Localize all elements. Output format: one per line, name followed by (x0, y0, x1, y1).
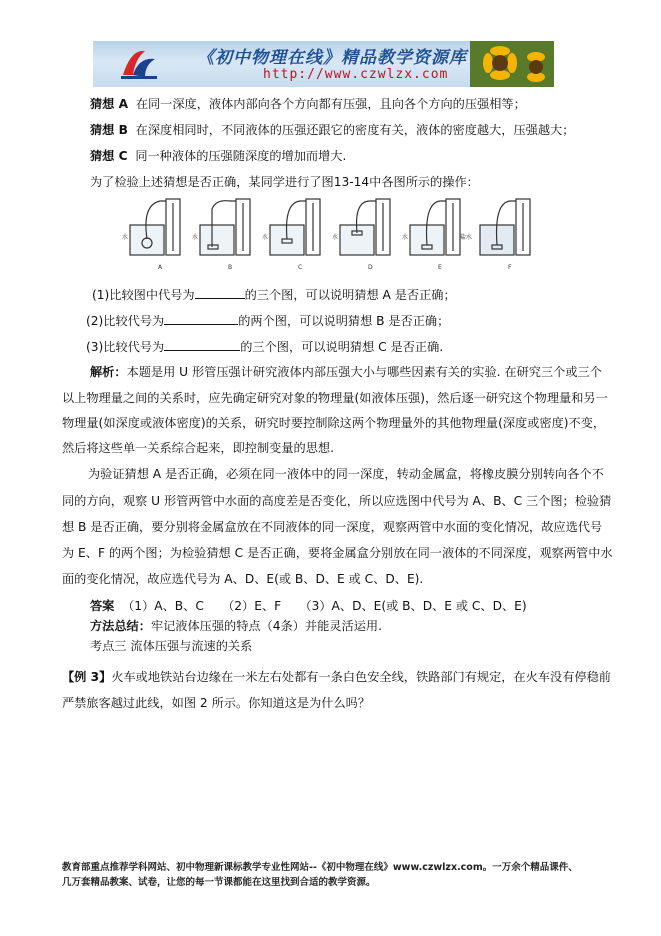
hypothesis-a: 猜想 A 在同一深度，液体内部向各个方向都有压强，且向各个方向的压强相等； (90, 97, 526, 111)
banner-title: 《初中物理在线》精品教学资源库 (197, 48, 467, 68)
answer-line: 答案 （1）A、B、C （2）E、F （3）A、D、E(或 B、D、E 或 C、D、E) (90, 599, 527, 613)
figure-label-b: B (228, 264, 233, 271)
analysis-para2-line-1: 为验证猜想 A 是否正确，必须在同一液体中的同一深度，转动金属盒，将橡皮膜分别转向各个不 (88, 467, 604, 481)
analysis-para2-line-4: 为 E、F 的两个图；为检验猜想 C 是否正确，要将金属盒分别放在同一液体的不同深度，观察两管中水 (62, 546, 613, 560)
question-3: (3)比较代号为 的三个图，可以说明猜想 C 是否正确. (86, 340, 444, 354)
analysis-para2-line-5: 面的变化情况，故应选代号为 A、D、E(或 B、D、E 或 C、D、E). (62, 572, 424, 586)
liquid-label-d: 水 (332, 234, 339, 241)
answer-blank-2[interactable] (164, 313, 238, 325)
answer-blank-1[interactable] (195, 287, 245, 299)
hypothesis-c: 猜想 C 同一种液体的压强随深度的增加而增大. (90, 149, 347, 163)
experiment-intro: 为了检验上述猜想是否正确，某同学进行了图13-14中各图所示的操作： (90, 175, 479, 189)
figure-label-d: D (368, 264, 373, 271)
footer-line-1: 教育部重点推荐学科网站、初中物理新课标教学专业性网站--《初中物理在线》www.czwlzx.com。一万余个精品课件、 (62, 862, 578, 873)
analysis-line-1: 解析：本题是用 U 形管压强计研究液体内部压强大小与哪些因素有关的实验. 在研究三个或三个 (90, 365, 602, 379)
u-tube-diagram (120, 195, 540, 275)
experiment-figure (120, 195, 540, 275)
analysis-line-3: 物理量(如深度或液体密度)的关系，研究时要控制除这两个物理量外的其他物理量(深度或密度)不变， (62, 416, 606, 430)
analysis-para2-line-3: 想 B 是否正确，要分别将金属盒放在不同液体的同一深度，观察两管中水面的变化情况，故应选代号 (62, 520, 603, 534)
figure-label-a: A (158, 264, 163, 271)
liquid-label-c: 水 (262, 234, 269, 241)
sunflower-icon (470, 41, 554, 87)
analysis-line-4: 然后将这些单一关系综合起来，即控制变量的思想. (62, 441, 334, 455)
banner-url[interactable]: http://www.czwlzx.com (263, 67, 449, 82)
analysis-line-2: 以上物理量之间的关系时，应先确定研究对象的物理量(如液体压强)，然后逐一研究这个物理量和另一 (62, 391, 608, 405)
footer-line-2: 几万套精品教案、试卷，让您的每一节课都能在这里找到合适的教学资源。 (62, 877, 376, 888)
figure-label-c: C (298, 264, 303, 271)
site-logo-icon (115, 45, 163, 83)
figure-label-f: F (508, 264, 512, 271)
header-banner (93, 41, 554, 87)
answer-blank-3[interactable] (164, 339, 240, 351)
analysis-para2-line-2: 同的方向，观察 U 形管两管中水面的高度差是否变化，所以应选图中代号为 A、B、C 三个图；检验猜 (62, 494, 612, 508)
figure-label-e: E (438, 264, 442, 271)
method-summary: 方法总结：牢记液体压强的特点（4条）并能灵活运用. (90, 619, 382, 633)
liquid-label-a: 水 (122, 234, 129, 241)
question-1: (1)比较图中代号为 的三个图，可以说明猜想 A 是否正确； (92, 288, 456, 302)
hypothesis-b: 猜想 B 在深度相同时，不同液体的压强还跟它的密度有关，液体的密度越大，压强越大； (90, 123, 575, 137)
example-3-line-2: 严禁旅客越过此线，如图 2 所示。你知道这是为什么吗？ (62, 696, 371, 710)
liquid-label-b: 水 (192, 234, 199, 241)
liquid-label-e: 水 (402, 234, 409, 241)
liquid-label-f: 盐水 (460, 234, 473, 241)
question-2: (2)比较代号为 的两个图，可以说明猜想 B 是否正确； (86, 314, 450, 328)
example-3-line-1: 【例 3】火车或地铁站台边缘在一米左右处都有一条白色安全线，铁路部门有规定，在火车没有停稳前 (62, 670, 611, 684)
section-heading: 考点三 流体压强与流速的关系 (90, 639, 253, 653)
